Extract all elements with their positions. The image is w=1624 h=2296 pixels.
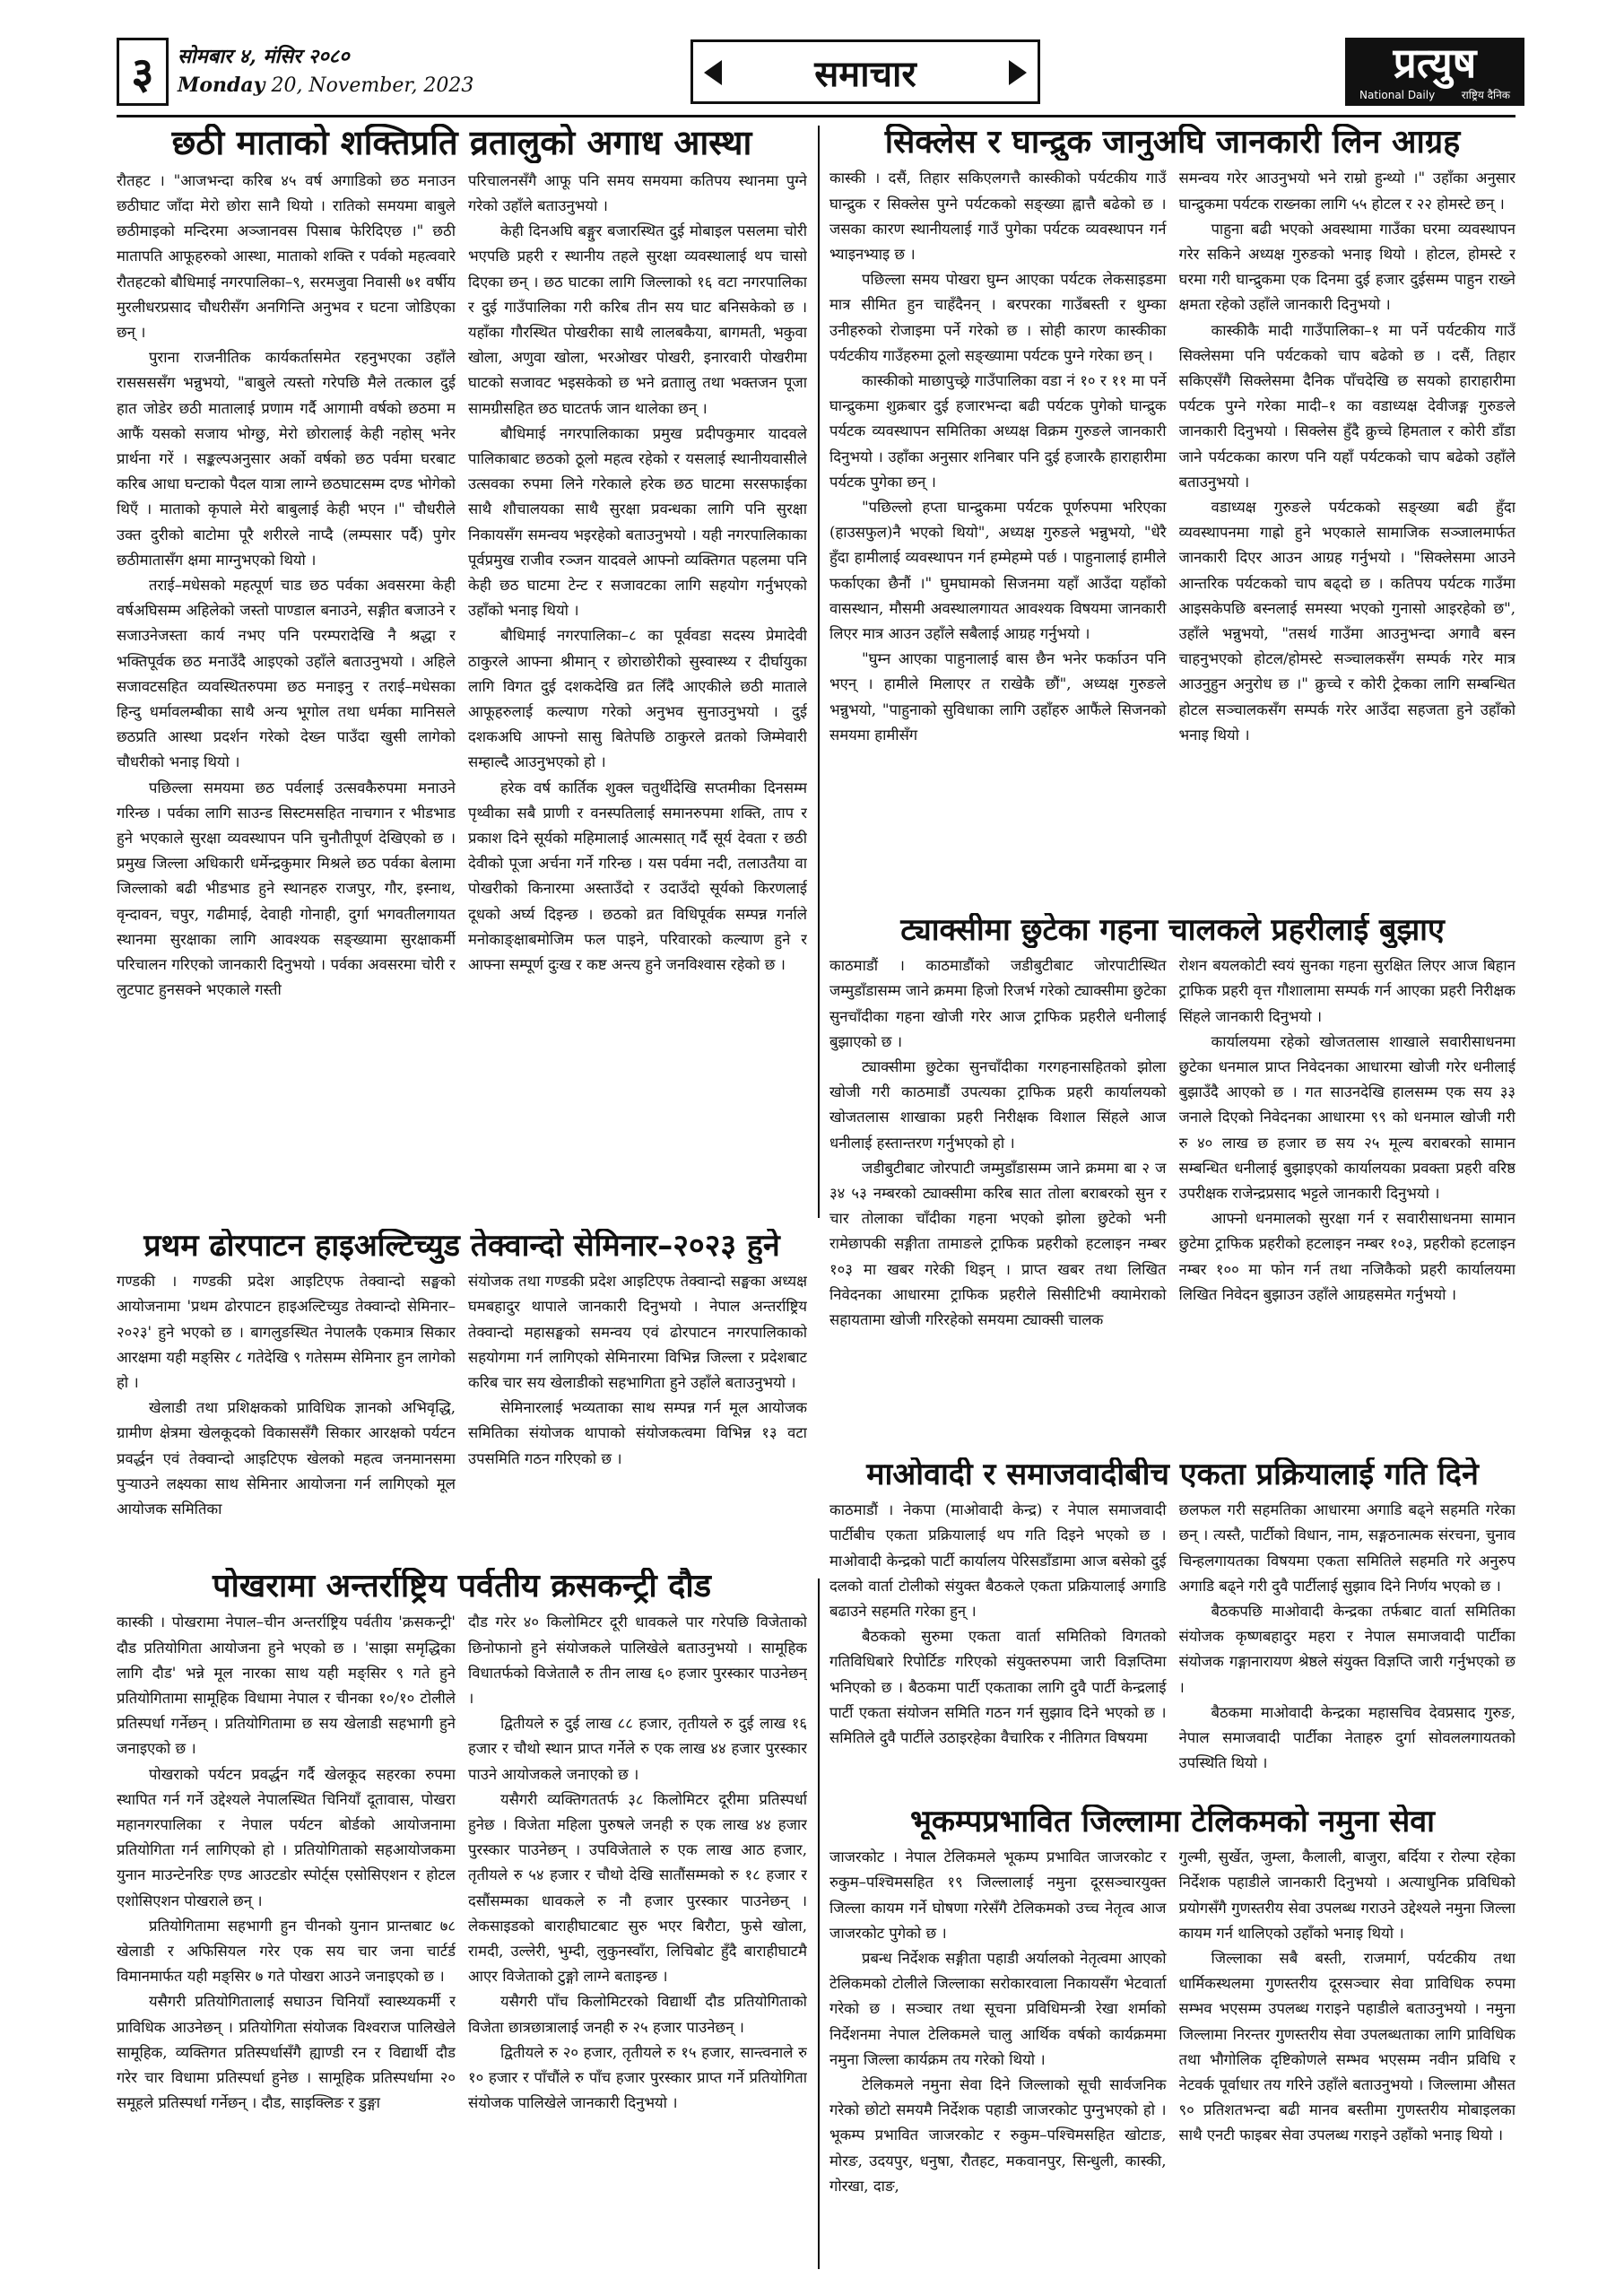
paragraph: यसैगरी पाँच किलोमिटरको विद्यार्थी दौड प्रतियोगिताको विजेता छात्रछात्रालाई जनही रु २५ हजार पाउनेछन् । [468, 1993, 807, 2036]
column-1 [829, 953, 1167, 1333]
article-columns [829, 166, 1515, 748]
paragraph: पुराना राजनीतिक कार्यकर्तासमेत रहनुभएका उहाँले राससससँग भन्नुभयो, "बाबुले त्यस्तो गरेपछि मैले तत्काल दुई हात जोडेर छठी मातालाई प्रणाम गर्दै आगामी वर्षको छठमा म आफैं यसको सजाय भोग्छु, मेरो छोरालाई केही नहोस् भनेर प्रार्थना गरें । सङ्कल्पअनुसार अर्को वर्षको छठ पर्वमा घरबाट करिब आधा घन्टाको पैदल यात्रा लाग्ने छठघाटसम्म दण्ड भोगेको थिएँ । माताको कृपाले मेरो बाबुलाई केही भएन ।" चौधरीले उक्त दुरीको बाटोमा पूरै शरीरले नाप्दै (लम्पसार पर्दै) पुगेर छठीमातासँग क्षमा माग्नुभएको थियो । [117, 349, 456, 569]
left-arrow-icon [704, 60, 722, 85]
paragraph: रौतहट । "आजभन्दा करिब ४५ वर्ष अगाडिको छठ मनाउन छठीघाट जाँदा मेरो छोरा सानै थियो । रातिको समयमा बाबुले छठीमाइको मन्दिरमा अञ्जानवस पिसाब फेरिदिएछ ।" छठी मातापति आफूहरुको आस्था, माताको शक्ति र पर्वको महत्ववारे रौतहटको बौधिमाई नगरपालिका–९, सरमजुवा निवासी ७१ वर्षीय मुरलीधरप्रसाद चौधरीसँग अनगिन्ति अनुभव र घटना जोडिएका छन् । [117, 171, 456, 341]
paragraph: बैठकमा माओवादी केन्द्रका महासचिव देवप्रसाद गुरुङ, नेपाल समाजवादी पार्टीका नेताहरु दुर्गा सोवललगायतको उपस्थिति थियो । [1178, 1703, 1515, 1772]
masthead [117, 38, 1515, 109]
paragraph: दौड गरेर ४० किलोमिटर दूरी धावकले पार गरेपछि विजेताको छिनोफानो हुने संयोजकले पालिखेले बताउनुभयो । सामूहिक विधातर्फको विजेतालै रु तीन लाख ६० हजार पुरस्कार पाउनेछन् । [468, 1613, 807, 1707]
paragraph: तराई–मधेसको महत्पूर्ण चाड छठ पर्वका अवसरमा केही वर्षअघिसम्म अहिलेको जस्तो पाण्डाल बनाउने, सङ्गीत बजाउने र सजाउनेजस्ता कार्य नभए पनि परम्परादेखि नै श्रद्धा र भक्तिपूर्वक छठ मनाउँदै आइएको उहाँले बताउनुभयो । अहिले सजावटसहित व्यवस्थितरुपमा छठ मनाइनु र तराई–मधेसका हिन्दु धर्मावलम्बीका साथै अन्य भूगोल तथा धर्मका मानिसले छठप्रति आस्था प्रदर्शन गरेको देख्न पाउँदा खुसी लागेको चौधरीको भनाइ थियो । [117, 576, 456, 771]
paragraph: परिचालनसँगै आफू पनि समय समयमा कतिपय स्थानमा पुग्ने गरेको उहाँले बताउनुभयो । [468, 171, 807, 214]
headline: ट्याक्सीमा छुटेका गहना चालकले प्रहरीलाई बुझाए [900, 913, 1445, 948]
column-2 [1179, 1498, 1516, 1776]
paragraph: पछिल्ला समयमा छठ पर्वलाई उत्सवकैरुपमा मनाउने गरिन्छ । पर्वका लागि साउन्ड सिस्टमसहित नाचगान र भीडभाड हुने भएकाले सुरक्षा व्यवस्थापन पनि चुनौतीपूर्ण देखिएको छ । प्रमुख जिल्ला अधिकारी धर्मेन्द्रकुमार मिश्रले छठ पर्वका बेलामा जिल्लाको बढी भीडभाड हुने स्थानहरु राजपुर, गौर, इस्नाथ, वृन्दावन, चपुर, गढीमाई, देवाही गोनाही, दुर्गा भगवतीलगायत स्थानमा सुरक्षाका लागि आवश्यक सङ्ख्यामा सुरक्षाकर्मी परिचालन गरिएको जानकारी दिनुभयो । पर्वका अवसरमा चोरी र लुटपाट हुनसक्ने भएकाले गस्ती [117, 778, 456, 999]
paragraph: पोखराको पर्यटन प्रवर्द्धन गर्दै खेलकूद सहरका रुपमा स्थापित गर्न गर्ने उद्देश्यले नेपालस्थित चिनियाँ दूतावास, पोखरा महानगरपालिका र नेपाल पर्यटन बोर्डको आयोजनामा प्रतियोगिता गर्न लागिएको हो । प्रतियोगिताको सहआयोजकमा युनान माउन्टेनरिङ एण्ड आउटडोर स्पोर्ट्स एसोसिएशन र होटल एशोसिएशन पोखराले छन् । [117, 1765, 456, 1909]
column-1 [829, 1845, 1167, 2199]
paragraph: रोशन बयलकोटी स्वयं सुनका गहना सुरक्षित लिएर आज बिहान ट्राफिक प्रहरी वृत्त गौशालामा सम्पर्क गर्न आएका प्रहरी निरीक्षक सिंहले जानकारी दिनुभयो । [1178, 957, 1515, 1025]
article-columns [117, 1269, 807, 1522]
date-block [178, 41, 518, 100]
paragraph: जिल्लाका सबै बस्ती, राजमार्ग, पर्यटकीय तथा धार्मिकस्थलमा गुणस्तरीय दूरसञ्चार सेवा प्राविधिक रुपमा सम्भव भएसम्म उपलब्ध गराइने पहाडीले बताउनुभयो । नमुना जिल्लामा निरन्तर गुणस्तरीय सेवा उपलब्धताका लागि प्राविधिक तथा भौगोलिक दृष्टिकोणले सम्भव भएसम्म नवीन प्रविधि र नेटवर्क पूर्वाधार तय गरिने उहाँले बताउनुभयो । जिल्लामा औसत ९० प्रतिशतभन्दा बढी मानव बस्तीमा गुणस्तरीय मोबाइलका साथै एनटी फाइबर सेवा उपलब्ध गराइने उहाँको भनाइ थियो । [1178, 1949, 1515, 2144]
paragraph: बैठकपछि माओवादी केन्द्रका तर्फबाट वार्ता समितिका संयोजक कृष्णबहादुर महरा र नेपाल समाजवादी पार्टीका संयोजक गङ्गानारायण श्रेष्ठले संयुक्त विज्ञप्ति जारी गर्नुभएको छ । [1178, 1602, 1515, 1696]
article-columns [829, 953, 1515, 1333]
day-english: Monday [178, 74, 265, 97]
headline: प्रथम ढोरपाटन हाइअल्टिच्युड तेक्वान्दो सेमिनार–२०२३ हुने [143, 1229, 780, 1264]
article-telecom [829, 1805, 1515, 2275]
paragraph: द्वितीयले रु दुई लाख ८८ हजार, तृतीयले रु दुई लाख १६ हजार र चौथो स्थान प्राप्त गर्नेले रु एक लाख ४४ हजार पुरस्कार पाउने आयोजकले जनाएको छ । [468, 1715, 807, 1783]
column-2 [468, 169, 807, 1004]
paragraph: पछिल्ला समय पोखरा घुम्न आएका पर्यटक लेकसाइडमा मात्र सीमित हुन चाहँदैनन् । बरपरका गाउँबस्ती र थुम्का उनीहरुको रोजाइमा पर्ने गरेको छ । सोही कारण कास्कीका पर्यटकीय गाउँहरुमा ठूलो सङ्ख्यामा पर्यटक पुग्ने गरेका छन् । [829, 271, 1167, 364]
column-2 [1179, 1845, 1516, 2199]
paragraph: हरेक वर्ष कार्तिक शुक्ल चतुर्थीदेखि सप्तमीका दिनसम्म पृथ्वीका सबै प्राणी र वनस्पतिलाई समानरुपमा शक्ति, ताप र प्रकाश दिने सूर्यको महिमालाई आत्मसात् गर्दै सूर्य देवता र छठी देवीको पूजा अर्चना गर्ने गरिन्छ । यस पर्वमा नदी, तलाउतैया वा पोखरीको किनारमा अस्ताउँदो र उदाउँदो सूर्यको किरणलाई दूधको अर्घ्य दिइन्छ । छठको व्रत विधिपूर्वक सम्पन्न गर्नाले मनोकाङ्क्षाबमोजिम फल पाइने, परिवारको कल्याण हुने र आफ्ना सम्पूर्ण दुःख र कष्ट अन्त्य हुने जनविश्वास रहेको छ । [468, 778, 807, 973]
article-columns [829, 1845, 1515, 2199]
paragraph: गुल्मी, सुर्खेत, जुम्ला, कैलाली, बाजुरा, बर्दिया र रोल्पा रहेका निर्देशक पहाडीले जानकारी दिनुभयो । अत्याधुनिक प्रविधिको प्रयोगसँगै गुणस्तरीय सेवा उपलब्ध गराउने उद्देश्यले नमुना जिल्ला कायम गर्न थालिएको उहाँको भनाइ थियो । [1178, 1848, 1515, 1942]
paragraph: द्वितीयले रु २० हजार, तृतीयले रु १५ हजार, सान्त्वनाले रु १० हजार र पाँचौंले रु पाँच हजार पुरस्कार प्राप्त गर्ने प्रतियोगिता संयोजक पालिखेले जानकारी दिनुभयो । [468, 2043, 807, 2112]
article-sikles [829, 124, 1515, 904]
paragraph: खेलाडी तथा प्रशिक्षकको प्राविधिक ज्ञानको अभिवृद्धि, ग्रामीण क्षेत्रमा खेलकूदको विकाससँगै सिकार आरक्षको पर्यटन प्रवर्द्धन एवं तेक्वान्दो आइटिएफ खेलको महत्व जनमानसमा पुऱ्याउने लक्ष्यका साथ सेमिनार आयोजना गर्न लागिएको मूल आयोजक समितिका [117, 1399, 456, 1518]
column-2 [1179, 953, 1516, 1333]
column-1 [117, 169, 456, 1004]
paragraph: बौधिमाई नगरपालिकाका प्रमुख प्रदीपकुमार यादवले पालिकाबाट छठको ठूलो महत्व रहेको र यसलाई स्थानीयवासीले उत्सवका रुपमा लिने गरेकाले हरेक छठ घाटमा सरसफाईका साथै शौचालयका साथै सुरक्षा प्रवन्धका लागि पनि सुरक्षा निकायसँग समन्वय भइरहेको बताउनुभयो । यही नगरपालिकाका पूर्वप्रमुख राजीव रञ्जन यादवले आफ्नो व्यक्तिगत पहलमा पनि केही छठ घाटमा टेन्ट र सजावटका लागि सहयोग गर्नुभएको उहाँको भनाइ थियो । [468, 424, 807, 620]
section-label: समाचार [814, 53, 916, 95]
paragraph: गण्डकी । गण्डकी प्रदेश आइटिएफ तेक्वान्दो सङ्घको आयोजनामा 'प्रथम ढोरपाटन हाइअल्टिच्युड तेक्वान्दो सेमिनार–२०२३' हुने भएको छ । बागलुङस्थित नेपालकै एकमात्र सिकार आरक्षमा यही मङ्सिर ८ गतेदेखि ९ गतेसम्म सेमिनार हुन लागेको हो । [117, 1273, 456, 1391]
right-arrow-icon [1009, 60, 1027, 85]
paragraph: यसैगरी व्यक्तिगततर्फ ३८ किलोमिटर दूरीमा प्रतिस्पर्धा हुनेछ । विजेता महिला पुरुषले जनही रु एक लाख ४४ हजार पुरस्कार पाउनेछन् । उपविजेताले रु एक लाख आठ हजार, तृतीयले रु ५४ हजार र चौथो देखि सातौंसम्मको रु १८ हजार र दसौंसम्मका धावकले रु नौ हजार पुरस्कार पाउनेछन् । लेकसाइडको बाराहीघाटबाट सुरु भएर बिरौटा, फुसे खोला, रामदी, उल्लेरी, भुम्दी, लुकुनस्वाँरा, लिचिबोट हुँदै बाराहीघाटमै आएर विजेताको टुङ्गो लाग्ने बताइन्छ । [468, 1790, 807, 1986]
paragraph: कार्यालयमा रहेको खोजतलास शाखाले सवारीसाधनमा छुटेका धनमाल प्राप्त निवेदनका आधारमा खोजी गरेर धनीलाई बुझाउँदै आएको छ । गत साउनदेखि हालसम्म एक सय ३३ जनाले दिएको निवेदनका आधारमा ९९ को धनमाल खोजी गरी रु ४० लाख छ हजार छ सय २५ मूल्य बराबरको सामान सम्बन्धित धनीलाई बुझाइएको कार्यालयका प्रवक्ता प्रहरी वरिष्ठ उपरीक्षक राजेन्द्रप्रसाद भट्टले जानकारी दिनुभयो । [1178, 1032, 1515, 1202]
paragraph: आफ्नो धनमालको सुरक्षा गर्न र सवारीसाधनमा सामान छुटेमा ट्राफिक प्रहरीको हटलाइन नम्बर १०३, प्रहरीको हटलाइन नम्बर १०० मा फोन गर्न तथा नजिकैको प्रहरी कार्यालयमा लिखित निवेदन बुझाउन उहाँले आग्रहसमेत गर्नुभयो । [1178, 1210, 1515, 1303]
article-chhath [117, 124, 807, 1222]
headline: भूकम्पप्रभावित जिल्लामा टेलिकमको नमुना सेवा [910, 1805, 1435, 1839]
logo-tagline [1345, 88, 1524, 102]
article-columns [117, 1610, 807, 2116]
article-pokhara [117, 1568, 807, 2276]
column-1 [117, 1269, 456, 1522]
article-dhorpatan [117, 1229, 807, 1561]
paragraph: केही दिनअघि बङ्गुर बजारस्थित दुई मोबाइल पसलमा चोरी भएपछि प्रहरी र स्थानीय तहले सुरक्षा व्यवस्थालाई थप चासो दिएका छन् । छठ घाटका लागि जिल्लाको १६ वटा नगरपालिका र दुई गाउँपालिका गरी करिब तीन सय घाट बनिसकेको छ । यहाँका गौरस्थित पोखरीका साथै लालबकैया, बागमती, भकुवा खोला, अणुवा खोला, भरओखर पोखरी, इनारवारी पोखरीमा घाटको सजावट भइसकेको छ भने व्रताालु तथा भक्तजन पूजा सामग्रीसहित छठ घाटतर्फ जान थालेका छन् । [468, 222, 807, 417]
paragraph: जडीबुटीबाट जोरपाटी जम्मुडाँडासम्म जाने क्रममा बा २ ज ३४ ५३ नम्बरको ट्याक्सीमा करिब सात तोला बराबरको सुन र चार तोलाका चाँदीका गहना भएको झोला छुटेको भनी रामेछापकी सङ्गीता तामाङले ट्राफिक प्रहरीको हटलाइन नम्बर १०३ मा खबर गरेकी थिइन् । प्राप्त खबर तथा लिखित निवेदनका आधारमा ट्राफिक प्रहरीले सिसीटिभी क्यामेराको सहायतामा खोजी गरिरहेको समयमा ट्याक्सी चालक [829, 1159, 1167, 1328]
paragraph: कास्कीको माछापुच्छ्रे गाउँपालिका वडा नं १० र ११ मा पर्ने घान्द्रुकमा शुक्रबार दुई हजारभन्दा बढी पर्यटक पुगेको घान्द्रुक पर्यटक व्यवस्थापन समितिका अध्यक्ष विक्रम गुरुङले जानकारी दिनुभयो । उहाँका अनुसार शनिबार पनि दुई हजारकै हाराहारीमा पर्यटक पुगेका छन् । [829, 372, 1167, 491]
date-nepali: सोमबार ४, मंसिर २०८० [178, 45, 350, 68]
column-divider [818, 1578, 820, 2269]
masthead-rule [117, 115, 1515, 117]
paragraph: पाहुना बढी भएको अवस्थामा गाउँका घरमा व्यवस्थापन गरेर सकिने अध्यक्ष गुरुङको भनाइ थियो । होटल, होमस्टे र घरमा गरी घान्द्रुकमा एक दिनमा दुई हजार दुईसम्म पाहुन राख्ने क्षमता रहेको उहाँले जानकारी दिनुभयो । [1178, 220, 1515, 314]
paragraph: "घुम्न आएका पाहुनालाई बास छैन भनेर फर्काउन पनि भएन् । हामीले मिलाएर त राखेकै छौं", अध्यक्ष गुरुङले भन्नुभयो, "पाहुनाको सुविधाका लागि उहाँहरु आफैंले सिजनको समयमा हामीसँग [829, 650, 1167, 744]
paragraph: ट्याक्सीमा छुटेका सुनचाँदीका गरगहनासहितको झोला खोजी गरी काठमाडौं उपत्यका ट्राफिक प्रहरी कार्यालयको खोजतलास शाखाका प्रहरी निरीक्षक विशाल सिंहले आज धनीलाई हस्तान्तरण गर्नुभएको हो । [829, 1057, 1167, 1152]
article-maoist [829, 1457, 1515, 1798]
headline: माओवादी र समाजवादीबीच एकता प्रक्रियालाई गति दिने [866, 1457, 1479, 1492]
paragraph: संयोजक तथा गण्डकी प्रदेश आइटिएफ तेक्वान्दो सङ्घका अध्यक्ष घमबहादुर थापाले जानकारी दिनुभयो । नेपाल अन्तर्राष्ट्रिय तेक्वान्दो महासङ्घको समन्वय एवं ढोरपाटन नगरपालिकाको सहयोगमा गर्न लागिएको सेमिनारमा विभिन्न जिल्ला र प्रदेशबाट करिब चार सय खेलाडीको सहभागिता हुने उहाँले बताउनुभयो । [468, 1273, 807, 1391]
article-taxi [829, 913, 1515, 1447]
newspaper-logo [1345, 38, 1524, 106]
headline: सिक्लेस र घान्द्रुक जानुअघि जानकारी लिन आग्रह [884, 124, 1461, 161]
paragraph: "पछिल्लो हप्ता घान्द्रुकमा पर्यटक पूर्णरुपमा भरिएका (हाउसफुल)नै भएको थियो", अध्यक्ष गुरुङले भन्नुभयो, "धेरै हुँदा हामीलाई व्यवस्थापन गर्न हम्मेहम्मे पर्छ । पाहुनालाई हामीले फर्काएका छैनौं ।" घुमघामको सिजनमा यहाँ आउँदा यहाँको वासस्थान, मौसमी अवस्थालगायत आवश्यक विषयमा जानकारी लिएर मात्र आउन उहाँले सबैलाई आग्रह गर्नुभयो । [829, 499, 1167, 643]
headline: छठी माताको शक्तिप्रति व्रतालुको अगाध आस्था [171, 124, 752, 162]
section-label-box [690, 39, 1040, 104]
column-2 [468, 1610, 807, 2116]
paragraph: कास्की । पोखरामा नेपाल–चीन अन्तर्राष्ट्रिय पर्वतीय 'क्रसकन्ट्री' दौड प्रतियोगिता आयोजना हुने भएको छ । 'साझा समृद्धिका लागि दौड' भन्ने मूल नारका साथ यही मङ्सिर ९ गते हुने प्रतियोगितामा सामूहिक विधामा नेपाल र चीनका १०/१० टोलीले प्रतिस्पर्धा गर्नेछन् । प्रतियोगितामा छ सय खेलाडी सहभागी हुने जनाइएको छ । [117, 1613, 456, 1758]
paragraph: सेमिनारलाई भव्यताका साथ सम्पन्न गर्न मूल आयोजक समितिका संयोजक थापाको संयोजकत्वमा विभिन्न १३ वटा उपसमिति गठन गरिएको छ । [468, 1399, 807, 1467]
logo-tag-english: National Daily [1359, 89, 1436, 101]
column-1 [829, 1498, 1167, 1776]
column-2 [1179, 166, 1516, 748]
paragraph: बौधिमाई नगरपालिका–८ का पूर्ववडा सदस्य प्रेमादेवी ठाकुरले आफ्ना श्रीमान् र छोराछोरीको सुस्वास्थ्य र दीर्घायुका लागि विगत दुई दशकदेखि व्रत लिँदै आएकीले छठी माताले आफूहरुलाई कल्याण गरेको अनुभव सुनाउनुभयो । दुई दशकअघि आफ्नो सासु बितेपछि ठाकुरले व्रतको जिम्मेवारी सम्हाल्दै आउनुभएको हो । [468, 627, 807, 771]
column-1 [829, 166, 1167, 748]
article-columns [117, 169, 807, 1004]
paragraph: कास्की । दसैं, तिहार सकिएलगत्तै कास्कीको पर्यटकीय गाउँ घान्द्रुक र सिक्लेस पुग्ने पर्यटकको सङ्ख्या ह्वात्तै बढेको छ । जसका कारण स्थानीयलाई गाउँ पुगेका पर्यटक व्यवस्थापन गर्न भ्याइनभ्याइ छ । [829, 170, 1167, 263]
article-columns [829, 1498, 1515, 1776]
paragraph: काठमाडौं । काठमाडौंको जडीबुटीबाट जोरपाटीस्थित जम्मुडाँडासम्म जाने क्रममा हिजो रिजर्भ गरेको ट्याक्सीमा छुटेका सुनचाँदीका गहना खोजी गरेर आज ट्राफिक प्रहरीले धनीलाई बुझाएको छ । [829, 957, 1167, 1050]
column-1 [117, 1610, 456, 2116]
date-english-line [178, 72, 518, 100]
date-english: 20, November, 2023 [271, 74, 474, 97]
logo-tag-nepali: राष्ट्रिय दैनिक [1461, 89, 1510, 101]
logo-name: प्रत्युष [1393, 39, 1477, 87]
headline: पोखरामा अन्तर्राष्ट्रिय पर्वतीय क्रसकन्ट्री दौड [213, 1568, 711, 1605]
column-divider [818, 126, 820, 1218]
paragraph: समन्वय गरेर आउनुभयो भने राम्रो हुन्थ्यो ।" उहाँका अनुसार घान्द्रुकमा पर्यटक राख्नका लागि ५५ होटल र २२ होमस्टे छन् । [1178, 170, 1515, 213]
paragraph: प्रबन्ध निर्देशक सङ्गीता पहाडी अर्यालको नेतृत्वमा आएको टेलिकमको टोलीले जिल्लाका सरोकारवाला निकायसँग भेटवार्ता गरेको छ । सञ्चार तथा सूचना प्रविधिमन्त्री रेखा शर्माको निर्देशनमा नेपाल टेलिकमले चालु आर्थिक वर्षको कार्यक्रममा नमुना जिल्ला कार्यक्रम तय गरेको थियो । [829, 1949, 1167, 2068]
paragraph: कास्कीकै मादी गाउँपालिका–१ मा पर्ने पर्यटकीय गाउँ सिक्लेसमा पनि पर्यटकको चाप बढेको छ । दसैं, तिहार सकिएसँगै सिक्लेसमा दैनिक पाँचदेखि छ सयको हाराहारीमा पर्यटक पुग्ने गरेका मादी–१ का वडाध्यक्ष देवीजङ्ग गुरुङले जानकारी दिनुभयो । सिक्लेस हुँदै क्रुच्चे हिमताल र कोरी डाँडा जाने पर्यटकका कारण पनि यहाँ पर्यटकको चाप बढेको उहाँले बताउनुभयो । [1178, 321, 1515, 491]
paragraph: टेलिकमले नमुना सेवा दिने जिल्लाको सूची सार्वजनिक गरेको छोटो समयमै निर्देशक पहाडी जाजरकोट पुग्नुभएको हो । भूकम्प प्रभावित जाजरकोट र रुकुम–पश्चिमसहित खोटाङ, मोरङ, उदयपुर, धनुषा, रौतहट, मकवानपुर, सिन्धुली, कास्की, गोरखा, दाङ, [829, 2075, 1167, 2195]
paragraph: वडाध्यक्ष गुरुङले पर्यटकको सङ्ख्या बढी हुँदा व्यवस्थापनमा गाह्रो हुने भएकाले सामाजिक सञ्जालमार्फत जानकारी दिएर आउन आग्रह गर्नुभयो । "सिक्लेसमा आउने आन्तरिक पर्यटकको चाप बढ्दो छ । कतिपय पर्यटक गाउँमा आइसकेपछि बस्नलाई समस्या भएको गुनासो आइरहेको छ", उहाँले भन्नुभयो, "तसर्थ गाउँमा आउनुभन्दा अगावै बस्न चाहनुभएको होटल/होमस्टे सञ्चालकसँग सम्पर्क गरेर मात्र आउनुहुन अनुरोध छ ।" क्रुच्चे र कोरी ट्रेकका लागि सम्बन्धित होटल सञ्चालकसँग सम्पर्क गरेर आउँदा सहजता हुने उहाँको भनाइ थियो । [1178, 499, 1515, 744]
paragraph: प्रतियोगितामा सहभागी हुन चीनको युनान प्रान्तबाट ७८ खेलाडी र अफिसियल गरेर एक सय चार जना चार्टर्ड विमानमार्फत यही मङ्सिर ७ गते पोखरा आउने जनाइएको छ । [117, 1917, 456, 1986]
paragraph: छलफल गरी सहमतिका आधारमा अगाडि बढ्ने सहमति गरेका छन् । त्यस्तै, पार्टीको विधान, नाम, सङ्गठनात्मक संरचना, चुनाव चिन्हलगायतका विषयमा एकता समितिले सहमति गरे अनुरुप अगाडि बढ्ने गरी दुवै पार्टीलाई सुझाव दिने निर्णय भएको छ । [1178, 1501, 1515, 1595]
paragraph: बैठकको सुरुमा एकता वार्ता समितिको विगतको गतिविधिबारे रिपोर्टिङ गरिएको संयुक्तरुपमा जारी विज्ञप्तिमा भनिएको छ । बैठकमा पार्टी एकताका लागि दुवै पार्टी केन्द्रलाई पार्टी एकता संयोजन समिति गठन गर्न सुझाव दिने भएको छ । समितिले दुवै पार्टीले उठाइरहेका वैचारिक र नीतिगत विषयमा [829, 1628, 1167, 1746]
column-2 [468, 1269, 807, 1522]
paragraph: यसैगरी प्रतियोगितालाई सघाउन चिनियाँ स्वास्थ्यकर्मी र प्राविधिक आउनेछन् । प्रतियोगिता संयोजक विश्वराज पालिखेले सामूहिक, व्यक्तिगत प्रतिस्पर्धासँगै ह्याण्डी रन र विद्यार्थी दौड गरेर चार विधामा प्रतिस्पर्धा हुनेछ । सामूहिक प्रतिस्पर्धामा २० समूहले प्रतिस्पर्धा गर्नेछन् । दौड, साइक्लिङ र डुङ्गा [117, 1993, 456, 2112]
paragraph: जाजरकोट । नेपाल टेलिकमले भूकम्प प्रभावित जाजरकोट र रुकुम–पश्चिमसहित १९ जिल्लालाई नमुना दूरसञ्चारयुक्त जिल्ला कायम गर्ने घोषणा गरेसँगै टेलिकमको उच्च नेतृत्व आज जाजरकोट पुगेको छ । [829, 1848, 1167, 1942]
paragraph: काठमाडौं । नेकपा (माओवादी केन्द्र) र नेपाल समाजवादी पार्टीबीच एकता प्रक्रियालाई थप गति दिइने भएको छ । माओवादी केन्द्रको पार्टी कार्यालय पेरिसडाँडामा आज बसेको दुई दलको वार्ता टोलीको संयुक्त बैठकले एकता प्रक्रियालाई अगाडि बढाउने सहमति गरेका हुन् । [829, 1501, 1167, 1620]
page-number: ३ [117, 38, 169, 106]
